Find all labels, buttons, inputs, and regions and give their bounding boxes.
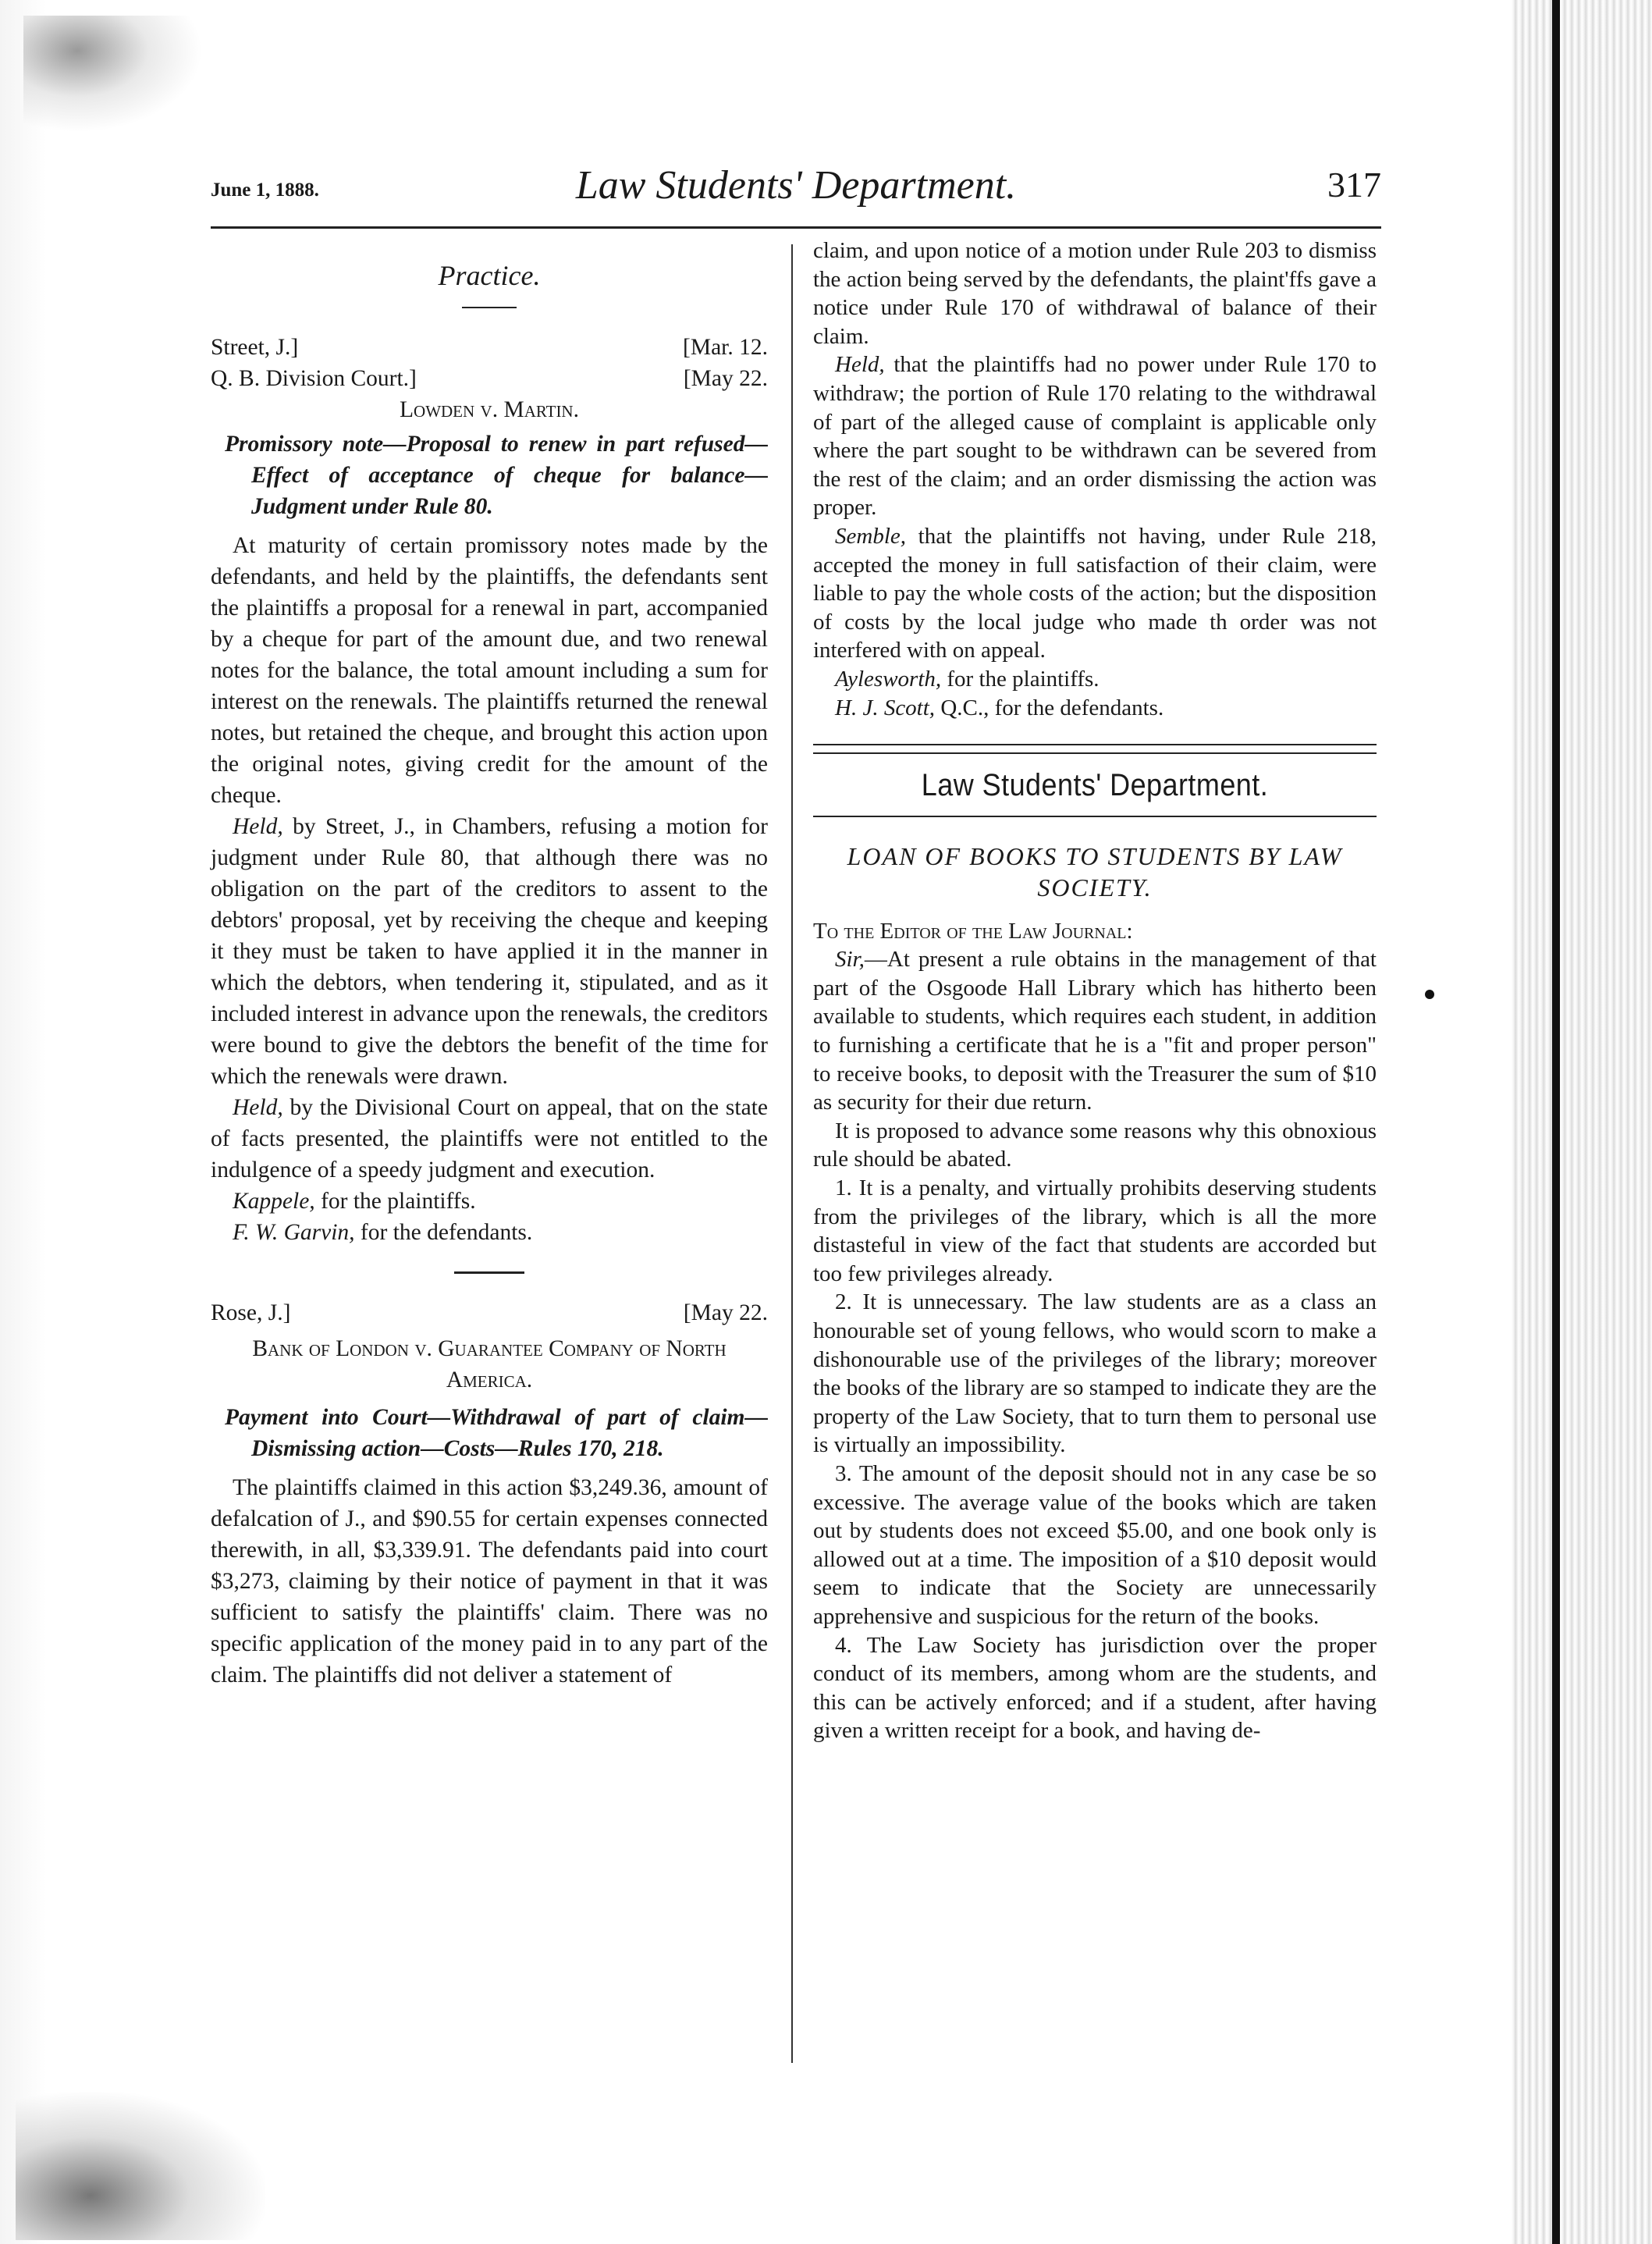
- case2-name: Bank of London v. Guarantee Company of North America.: [252, 1336, 727, 1392]
- held-text: that the plaintiffs had no power under Rule 170 to withdraw; the portion of Rule 170 relating to the withdrawal of part of the alleged cause of complaint is applicable only where the part sought to be withdrawn can be severed from the rest of the claim; and an order dismissing the action was proper.: [813, 352, 1377, 521]
- case2-continuation: claim, and upon notice of a motion under Rule 203 to dismiss the action being served by the defendants, the plaint'ffs gave a notice under Rule 170 of withdrawal of balance of their claim.: [813, 238, 1377, 349]
- header-title: Law Students' Department.: [575, 163, 1017, 208]
- page-number: 317: [1327, 165, 1381, 204]
- held-label: Held,: [233, 1095, 283, 1120]
- semble-text: that the plaintiffs not having, under Rule 218, accepted the money in full satisfaction of their claim, were liable to pay the whole costs of the action; but the disposition of costs by the local judge who made th order was not interfered with on appeal.: [813, 523, 1377, 663]
- margin-dot: [1425, 990, 1434, 999]
- case1-judge: Street, J.]: [211, 335, 299, 360]
- counsel-role: for the plaintiffs.: [941, 666, 1100, 692]
- case1-headnote: Promissory note—Proposal to renew in part refused—Effect of acceptance of cheque for balance—Judgment under Rule 80.: [225, 432, 768, 519]
- case2-counsel-plaintiffs: [813, 665, 1377, 694]
- letter-paragraph-1: [813, 945, 1377, 1117]
- counsel-role: for the defendants.: [354, 1220, 533, 1245]
- case1-name: Lowden v. Martin.: [400, 397, 579, 422]
- held-text: by Street, J., in Chambers, refusing a motion for judgment under Rule 80, that although there was no obligation on the part of the creditors to assent to the debtors' proposal, yet by receiving the cheque and keeping it they must be taken to have applied it in the manner in which the debtors, when tendering it, stipulated, and as it included interest in advance upon the renewals, the creditors were bound to give the debtors the benefit of the time for which the renewals were drawn.: [211, 814, 768, 1089]
- case2-judge: Rose, J.]: [211, 1300, 291, 1325]
- letter-paragraph-3: 1. It is a penalty, and virtually prohibits deserving students from the privileges of the library, which is all the more distasteful in view of the fact that students are accorded but too few privileges already.: [813, 1175, 1377, 1286]
- case1-date-1: [Mar. 12.: [683, 335, 768, 360]
- semble-label: Semble,: [835, 523, 906, 549]
- held-text: by the Divisional Court on appeal, that on the state of facts presented, the plaintiffs were not entitled to the indulgence of a speedy judgment and execution.: [211, 1095, 768, 1182]
- letter-title: LOAN OF BOOKS TO STUDENTS BY LAW SOCIETY.: [847, 841, 1343, 902]
- page: [211, 156, 1381, 1744]
- case1-counsel-plaintiffs: [211, 1186, 768, 1217]
- case2-semble: [813, 522, 1377, 665]
- case1-held-1: [211, 811, 768, 1092]
- held-label: Held,: [233, 814, 283, 839]
- case1-court: Q. B. Division Court.]: [211, 366, 417, 391]
- letter-address: To the Editor of the Law Journal:: [813, 918, 1133, 944]
- header-date: June 1, 1888.: [211, 180, 319, 201]
- letter-paragraph-4: 2. It is unnecessary. The law students are as a class an honourable set of young fellows, who would scorn to make a dishonourable use of the privileges of the library; moreover the books of the library are so stamped to indicate they are the property of the Law Society, that to turn them to personal use is virtually an impossibility.: [813, 1289, 1377, 1458]
- case2-date: [May 22.: [683, 1300, 768, 1325]
- letter-paragraph-5: 3. The amount of the deposit should not in any case be so excessive. The average value of the books which are taken out by students does not exceed $5.00, and one book only is allowed out at a time. The imposition of a $10 deposit would seem to indicate that the Society are unnecessarily apprehensive and suspicious for the return of the books.: [813, 1460, 1377, 1629]
- held-label: Held,: [835, 352, 885, 378]
- section-title: Practice.: [438, 260, 541, 291]
- case-separator: [454, 1271, 524, 1274]
- counsel-name: Kappele,: [233, 1189, 315, 1214]
- scan-smudge-top: [23, 16, 203, 133]
- scan-smudge-bottom: [16, 2092, 265, 2240]
- counsel-role: for the plaintiffs.: [314, 1189, 476, 1214]
- scan-right-edge: [1512, 0, 1652, 2244]
- case2-counsel-defendants: [813, 694, 1377, 723]
- column-divider: [791, 244, 793, 2063]
- case1-date-2: [May 22.: [683, 366, 768, 391]
- case2-court-line: [211, 1297, 768, 1328]
- letter-text: —At present a rule obtains in the management of that part of the Osgoode Hall Library which has hitherto been available to students, which requires each student, in addition to furnishing a certificate that he is a "fit and proper person" to receive books, to deposit with the Treasurer the sum of $10 as security for their due return.: [813, 947, 1377, 1115]
- letter-paragraph-6: 4. The Law Society has jurisdiction over the proper conduct of its members, among whom are the students, and this can be actively enforced; and if a student, after having given a written receipt for a book, and having de-: [813, 1632, 1377, 1744]
- scan-left-margin: [0, 0, 47, 2244]
- case1-held-2: [211, 1092, 768, 1186]
- salutation: Sir,: [835, 947, 865, 973]
- counsel-name: F. W. Garvin,: [233, 1220, 355, 1245]
- counsel-role: Q.C., for the defendants.: [935, 695, 1164, 720]
- section-rule: [462, 307, 517, 308]
- case1-counsel-defendants: [211, 1217, 768, 1248]
- case2-headnote: Payment into Court—Withdrawal of part of claim—Dismissing action—Costs—Rules 170, 218.: [225, 1405, 768, 1461]
- counsel-name: H. J. Scott,: [835, 695, 936, 720]
- running-header: [211, 156, 1381, 229]
- department-heading: Law Students' Department.: [921, 768, 1269, 803]
- case2-facts: The plaintiffs claimed in this action $3,249.36, amount of defalcation of J., and $90.55 for certain expenses connected therewith, in all, $3,339.91. The defendants paid into court $3,273, claiming by their notice of payment in that it was sufficient to satisfy the plaintiffs' claim. There was no specific application of the money paid in to any part of the claim. The plaintiffs did not deliver a statement of: [211, 1475, 768, 1687]
- case1-facts: At maturity of certain promissory notes made by the defendants, and held by the plaintiffs, the defendants sent the plaintiffs a proposal for a renewal in part, accompanied by a cheque for part of the amount due, and two renewal notes for the balance, the total amount including a sum for interest on the renewals. The plaintiffs returned the renewal notes, but retained the cheque, and brought this action upon the original notes, giving credit for the amount of the cheque.: [211, 533, 768, 808]
- department-double-rule: [813, 744, 1377, 754]
- case2-held: [813, 350, 1377, 522]
- letter-paragraph-2: It is proposed to advance some reasons why this obnoxious rule should be abated.: [813, 1118, 1377, 1172]
- department-rule: [813, 816, 1377, 817]
- left-column: [211, 236, 768, 1691]
- right-column: [813, 236, 1377, 1745]
- scan-binding-shadow: [1552, 0, 1560, 2244]
- case1-court-line-1: [211, 332, 768, 363]
- counsel-name: Aylesworth,: [835, 666, 942, 692]
- case1-court-line-2: [211, 363, 768, 394]
